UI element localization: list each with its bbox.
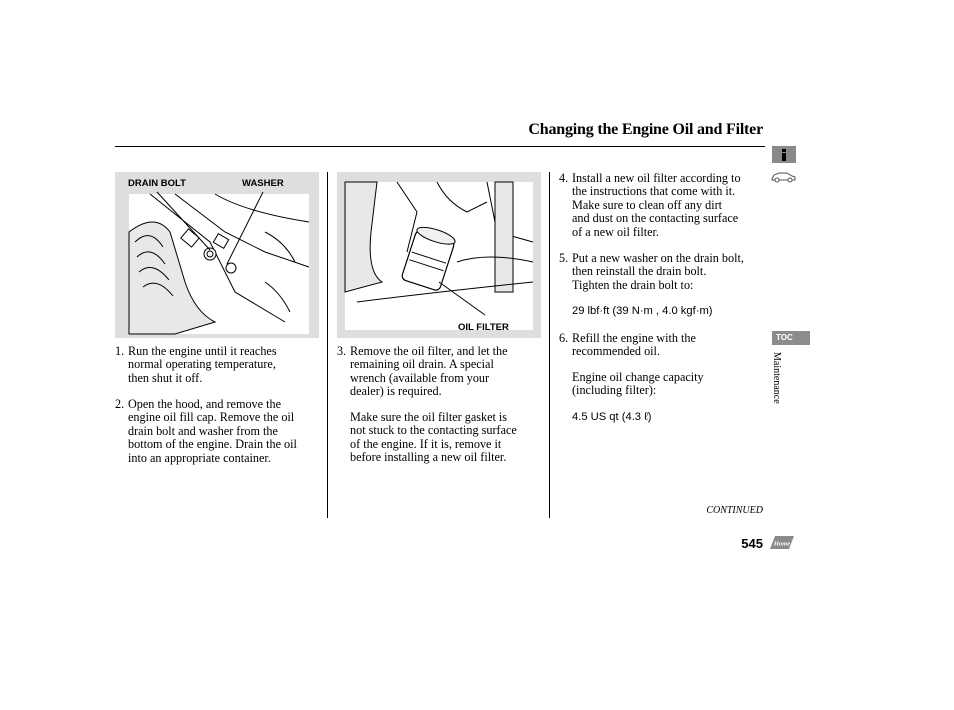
step-line: Make sure to clean off any dirt bbox=[572, 197, 723, 212]
torque-spec: 29 lbf·ft (39 N·m , 4.0 kgf·m) bbox=[572, 305, 713, 317]
oil-filter-label: OIL FILTER bbox=[458, 322, 509, 333]
step-line: of a new oil filter. bbox=[572, 224, 659, 239]
step-line: recommended oil. bbox=[572, 344, 660, 359]
home-icon bbox=[768, 534, 796, 551]
home-button[interactable] bbox=[768, 534, 796, 551]
step-line: the instructions that come with it. bbox=[572, 184, 736, 199]
header-rule bbox=[115, 146, 765, 147]
capacity-line: (including filter): bbox=[572, 383, 657, 398]
car-icon bbox=[770, 168, 797, 184]
step-line: engine oil fill cap. Remove the oil bbox=[128, 410, 295, 425]
step-line: remaining oil drain. A special bbox=[350, 357, 494, 372]
page-number: 545 bbox=[741, 536, 763, 551]
note-line: not stuck to the contacting surface bbox=[350, 423, 517, 438]
drain-bolt-illustration bbox=[115, 172, 319, 338]
note-line: of the engine. If it is, remove it bbox=[350, 436, 502, 451]
drain-bolt-label: DRAIN BOLT bbox=[128, 178, 186, 189]
step-line: Refill the engine with the bbox=[572, 331, 696, 345]
svg-text:Home: Home bbox=[773, 540, 791, 548]
info-icon bbox=[772, 146, 796, 163]
step-line: Run the engine until it reaches bbox=[128, 344, 277, 358]
step-number: 3. bbox=[337, 344, 347, 358]
step-line: normal operating temperature, bbox=[128, 357, 276, 372]
step-line: then shut it off. bbox=[128, 370, 203, 385]
oil-filter-figure bbox=[337, 172, 541, 338]
vehicle-index-button[interactable] bbox=[770, 168, 797, 184]
info-button[interactable] bbox=[772, 146, 796, 163]
step-number: 6. bbox=[559, 331, 569, 345]
step-number: 1. bbox=[115, 344, 125, 358]
step-line: and dust on the contacting surface bbox=[572, 211, 739, 226]
step-line: Install a new oil filter according to bbox=[572, 171, 741, 185]
column-divider-2 bbox=[549, 172, 550, 518]
step-line: into an appropriate container. bbox=[128, 450, 271, 465]
note-line: Make sure the oil filter gasket is bbox=[350, 410, 508, 424]
step-line: dealer) is required. bbox=[350, 384, 442, 399]
step-number: 5. bbox=[559, 251, 569, 265]
step-line: Open the hood, and remove the bbox=[128, 397, 281, 411]
oil-filter-illustration bbox=[337, 172, 541, 338]
step-line: wrench (available from your bbox=[350, 370, 490, 385]
capacity-value: 4.5 US qt (4.3 ℓ) bbox=[572, 411, 652, 423]
drain-bolt-figure bbox=[115, 172, 319, 338]
continued-label: CONTINUED bbox=[706, 505, 763, 516]
toc-button[interactable]: TOC bbox=[772, 331, 810, 345]
step-line: bottom of the engine. Drain the oil bbox=[128, 437, 297, 452]
page-title: Changing the Engine Oil and Filter bbox=[528, 121, 763, 138]
step-line: drain bolt and washer from the bbox=[128, 423, 278, 438]
column-divider-1 bbox=[327, 172, 328, 518]
washer-label: WASHER bbox=[242, 178, 284, 189]
step-line: then reinstall the drain bolt. bbox=[572, 264, 707, 279]
step-line: Tighten the drain bolt to: bbox=[572, 277, 694, 292]
capacity-line: Engine oil change capacity bbox=[572, 370, 704, 384]
step-line: Put a new washer on the drain bolt, bbox=[572, 251, 744, 265]
section-tab-label: Maintenance bbox=[771, 352, 782, 404]
section-tab[interactable] bbox=[770, 352, 784, 432]
step-line: Remove the oil filter, and let the bbox=[350, 344, 508, 358]
note-line: before installing a new oil filter. bbox=[350, 450, 507, 465]
step-number: 2. bbox=[115, 397, 125, 411]
step-number: 4. bbox=[559, 171, 569, 185]
